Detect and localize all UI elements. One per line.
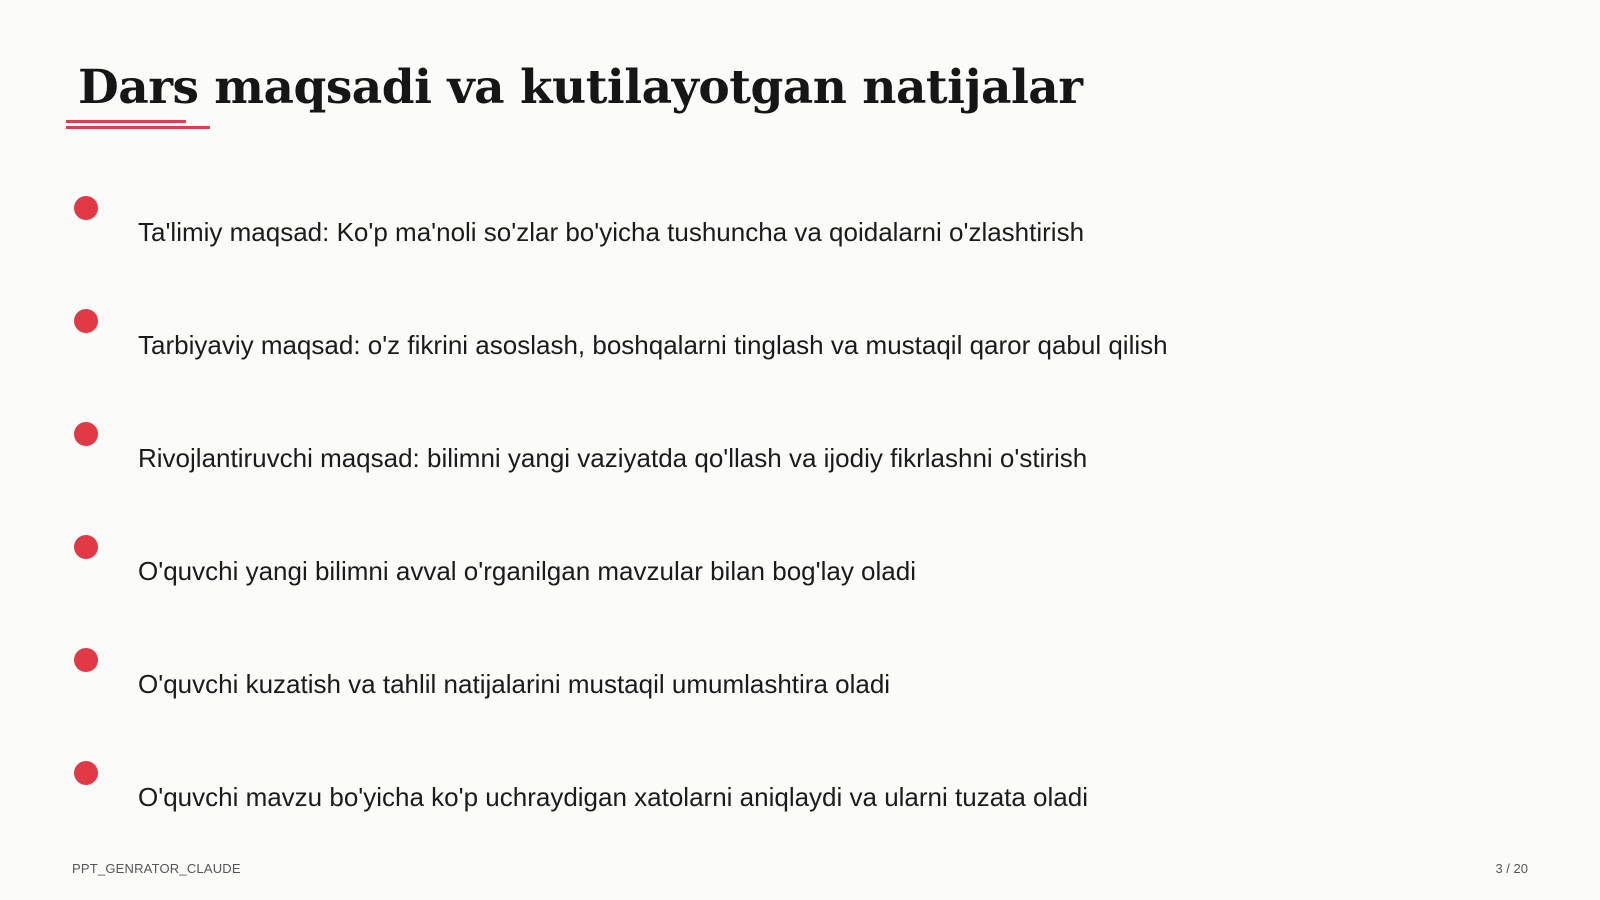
bullet-text: O'quvchi mavzu bo'yicha ko'p uchraydigan xatolarni aniqlaydi va ularni tuzata oladi [138, 782, 1088, 812]
bullet-dot-icon [74, 309, 98, 333]
list-item [0, 648, 1600, 728]
bullet-text: Rivojlantiruvchi maqsad: bilimni yangi vaziyatda qo'llash va ijodiy fikrlashni o'stirish [138, 443, 1088, 473]
slide-title: Dars maqsadi va kutilayotgan natijalar [78, 60, 1083, 115]
bullet-dot-icon [74, 761, 98, 785]
bullet-text: Tarbiyaviy maqsad: o'z fikrini asoslash, boshqalarni tinglash va mustaqil qaror qabul qilish [138, 330, 1168, 360]
bullet-text: Ta'limiy maqsad: Ko'p ma'noli so'zlar bo'yicha tushuncha va qoidalarni o'zlashtirish [138, 217, 1085, 247]
list-item [0, 761, 1600, 841]
page-indicator: 3 / 20 [1495, 861, 1528, 876]
bullet-dot-icon [74, 535, 98, 559]
bullet-dot-icon [74, 648, 98, 672]
bullet-dot-icon [74, 196, 98, 220]
footer-label: PPT_GENRATOR_CLAUDE [72, 861, 241, 876]
list-item [0, 309, 1600, 389]
list-item [0, 196, 1600, 276]
list-item [0, 422, 1600, 502]
bullet-text: O'quvchi kuzatish va tahlil natijalarini mustaqil umumlashtira oladi [138, 669, 891, 699]
bullet-dot-icon [74, 422, 98, 446]
list-item [0, 535, 1600, 615]
bullet-text: O'quvchi yangi bilimni avval o'rganilgan mavzular bilan bog'lay oladi [138, 556, 916, 586]
